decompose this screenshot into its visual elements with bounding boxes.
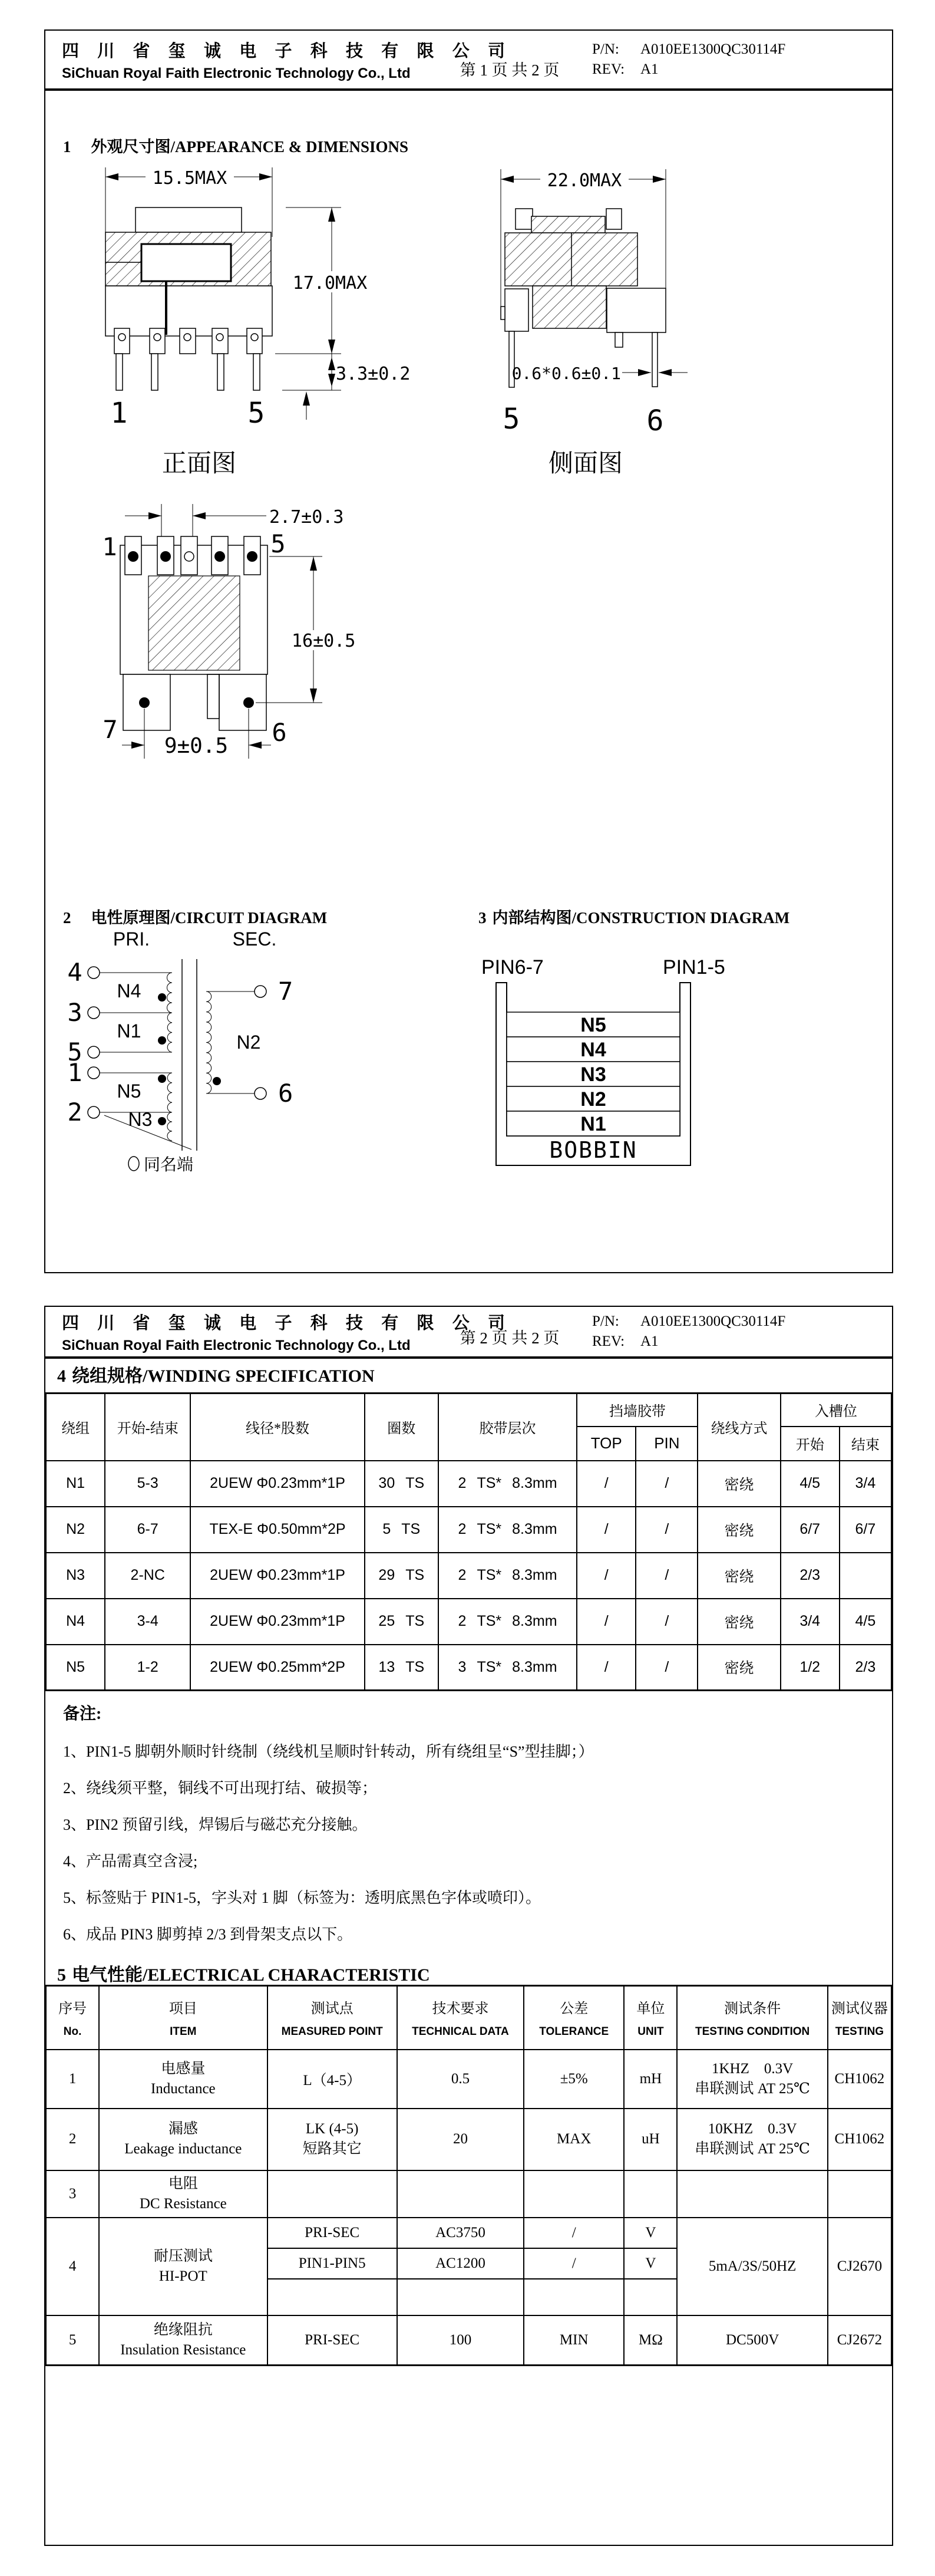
front-dim-width-label: 15.5MAX xyxy=(152,168,227,189)
cell: TEX-E Φ0.50mm*2P xyxy=(190,1507,364,1553)
bottom-pin7-label: 7 xyxy=(103,715,118,744)
section1-title xyxy=(63,134,408,157)
cell: N2 xyxy=(46,1507,105,1553)
section5-text: 电气性能/ELECTRICAL CHARACTERISTIC xyxy=(72,1965,430,1985)
ecol-data: 技术要求 TECHNICAL DATA xyxy=(397,1986,524,2050)
pin3-label: 3 xyxy=(67,998,82,1027)
cell: 密绕 xyxy=(698,1599,780,1645)
cell: 2-NC xyxy=(105,1553,190,1599)
front-dim-height-label: 17.0MAX xyxy=(292,273,368,294)
section1-text: 外观尺寸图/APPEARANCE & DIMENSIONS xyxy=(91,138,409,156)
rev-label: REV: xyxy=(592,61,625,77)
cell: 5 xyxy=(46,2315,99,2366)
layer-n1-label: N1 xyxy=(580,1113,606,1135)
cell: PRI-SEC xyxy=(267,2218,397,2248)
front-pin5-label: 5 xyxy=(247,397,265,430)
cell: 1 xyxy=(46,2050,99,2109)
notes-block xyxy=(63,1701,876,1943)
section2-number: 2 xyxy=(63,909,71,927)
note-item-2: 2、绕线须平整，铜线不可出现打结、破损等； xyxy=(63,1780,378,1797)
side-dim-pin-label: 0.6*0.6±0.1 xyxy=(511,364,621,383)
pin1-label: 1 xyxy=(67,1058,82,1087)
ecol-item: 项目 ITEM xyxy=(99,1986,267,2050)
part-info-block xyxy=(592,31,892,88)
cell: 2 TS* 8.3mm xyxy=(438,1553,577,1599)
cell: / xyxy=(577,1461,636,1507)
cell: 密绕 xyxy=(698,1461,780,1507)
pn-label: P/N: xyxy=(592,41,619,57)
section2-title xyxy=(63,905,327,928)
cell: 25 TS xyxy=(365,1599,438,1645)
front-pin1-label: 1 xyxy=(110,397,128,430)
cell: 绝缘阻抗 Insulation Resistance xyxy=(99,2315,267,2366)
cell: CH1062 xyxy=(828,2050,891,2109)
cell: 2UEW Φ0.23mm*1P xyxy=(190,1553,364,1599)
cell: 13 TS xyxy=(365,1645,438,1691)
note-item-1: 1、PIN1-5 脚朝外顺时针绕制（绕线机呈顺时针转动，所有绕组呈“S”型挂脚；） xyxy=(63,1743,594,1760)
bottom-view-drawing xyxy=(95,499,372,767)
revision-row xyxy=(592,61,892,78)
cell: 29 TS xyxy=(365,1553,438,1599)
cell: 6/7 xyxy=(781,1507,840,1553)
col-slot-end: 结束 xyxy=(840,1427,891,1461)
cell: / xyxy=(636,1507,698,1553)
front-view-caption: 正面图 xyxy=(161,449,237,477)
cell: 1/2 xyxy=(781,1645,840,1691)
cell: CH1062 xyxy=(828,2109,891,2170)
elec-row-3 xyxy=(46,2170,891,2218)
cell: / xyxy=(636,1461,698,1507)
cell: DC500V xyxy=(677,2315,827,2366)
cell xyxy=(524,2279,624,2315)
cell: L（4-5） xyxy=(267,2050,397,2109)
cell: PIN1-PIN5 xyxy=(267,2248,397,2279)
section3-number: 3 xyxy=(478,909,487,927)
cell: / xyxy=(524,2248,624,2279)
winding-row-n3 xyxy=(46,1553,891,1599)
layer-n3-label: N3 xyxy=(580,1063,606,1086)
cell: 6-7 xyxy=(105,1507,190,1553)
note-item-5: 5、标签贴于 PIN1-5，字头对 1 脚（标签为：透明底黑色字体或喷印）。 xyxy=(63,1889,541,1906)
electrical-table xyxy=(45,1985,892,2366)
bottom-pin6-label: 6 xyxy=(272,718,287,747)
elec-row-4a xyxy=(46,2218,891,2248)
section5-title xyxy=(57,1960,430,1986)
cell: N1 xyxy=(46,1461,105,1507)
winding-n5-label: N5 xyxy=(117,1081,141,1102)
cell: 3/4 xyxy=(840,1461,891,1507)
cell: 10KHZ 0.3V 串联测试 AT 25℃ xyxy=(677,2109,827,2170)
cell: 2/3 xyxy=(781,1553,840,1599)
col-method: 绕线方式 xyxy=(698,1394,780,1461)
page-indicator-2: 第 2 页 共 2 页 xyxy=(460,1329,560,1347)
construction-pin15-label: PIN1-5 xyxy=(663,956,725,979)
side-pin5-label: 5 xyxy=(503,403,520,436)
construction-pin67-label: PIN6-7 xyxy=(481,956,544,979)
cell: N5 xyxy=(46,1645,105,1691)
cell: / xyxy=(636,1553,698,1599)
cell xyxy=(267,2279,397,2315)
note-item-3: 3、PIN2 预留引线，焊锡后与磁芯充分接触。 xyxy=(63,1816,368,1833)
ecol-point: 测试点 MEASURED POINT xyxy=(267,1986,397,2050)
cell: 0.5 xyxy=(397,2050,524,2109)
cell: mH xyxy=(624,2050,677,2109)
ecol-unit: 单位 UNIT xyxy=(624,1986,677,2050)
col-wall-pin: PIN xyxy=(636,1427,698,1461)
layer-n4-label: N4 xyxy=(580,1039,606,1061)
pin6-label: 6 xyxy=(278,1079,293,1108)
cell: 2 TS* 8.3mm xyxy=(438,1599,577,1645)
cell: / xyxy=(577,1553,636,1599)
revision-row-2 xyxy=(592,1333,892,1350)
section2-text: 电性原理图/CIRCUIT DIAGRAM xyxy=(91,909,328,927)
section4-number: 4 xyxy=(57,1366,66,1386)
side-body xyxy=(501,209,666,387)
pin2-label: 2 xyxy=(67,1098,82,1126)
bottom-dim-height-label: 16±0.5 xyxy=(292,631,356,651)
cell: 2 xyxy=(46,2109,99,2170)
cell: 3 xyxy=(46,2170,99,2218)
winding-n2-label: N2 xyxy=(236,1032,261,1053)
cell: 100 xyxy=(397,2315,524,2366)
cell: / xyxy=(577,1645,636,1691)
cell: 5mA/3S/50HZ xyxy=(677,2218,827,2315)
ecol-inst: 测试仪器 TESTING xyxy=(828,1986,891,2050)
note-item-4: 4、产品需真空含浸; xyxy=(63,1853,198,1870)
cell xyxy=(524,2170,624,2218)
front-dim-pin-length xyxy=(282,354,410,420)
cell: / xyxy=(636,1599,698,1645)
cell: 电感量 Inductance xyxy=(99,2050,267,2109)
front-dim-pin-label: 3.3±0.2 xyxy=(336,364,411,384)
bottom-body xyxy=(120,536,267,730)
cell xyxy=(397,2279,524,2315)
cell: / xyxy=(524,2218,624,2248)
side-view-caption: 侧面图 xyxy=(548,449,623,477)
pin7-label: 7 xyxy=(278,977,293,1006)
winding-n1-label: N1 xyxy=(117,1020,141,1042)
bobbin-label: BOBBIN xyxy=(549,1137,637,1163)
notes-title: 备注: xyxy=(63,1705,102,1723)
winding-row-n1 xyxy=(46,1461,891,1507)
front-dim-height xyxy=(275,207,378,354)
cell: ±5% xyxy=(524,2050,624,2109)
cell: 3/4 xyxy=(781,1599,840,1645)
col-winding: 绕组 xyxy=(46,1394,105,1461)
cell: MΩ xyxy=(624,2315,677,2366)
cell: 4/5 xyxy=(781,1461,840,1507)
section4-title xyxy=(57,1361,375,1387)
construction-diagram xyxy=(473,944,738,1180)
cell: 5-3 xyxy=(105,1461,190,1507)
pn-label-2: P/N: xyxy=(592,1313,619,1329)
page2-header xyxy=(45,1307,892,1359)
page1-header xyxy=(45,31,892,91)
cell: 耐压测试 HI-POT xyxy=(99,2218,267,2315)
core-lines xyxy=(182,959,197,1151)
section3-text: 内部结构图/CONSTRUCTION DIAGRAM xyxy=(492,909,790,927)
cell: 2UEW Φ0.23mm*1P xyxy=(190,1461,364,1507)
col-turns: 圈数 xyxy=(365,1394,438,1461)
company-name-en-2: SiChuan Royal Faith Electronic Technology Co., Ltd xyxy=(62,1337,411,1353)
col-wall-tape: 挡墙胶带 xyxy=(577,1394,698,1427)
cell: 密绕 xyxy=(698,1553,780,1599)
cell: N4 xyxy=(46,1599,105,1645)
cell: 20 xyxy=(397,2109,524,2170)
cell: CJ2672 xyxy=(828,2315,891,2366)
cell: MAX xyxy=(524,2109,624,2170)
layer-n2-label: N2 xyxy=(580,1088,606,1111)
elec-row-2 xyxy=(46,2109,891,2170)
part-number-row-2 xyxy=(592,1313,892,1330)
note-item-6: 6、成品 PIN3 脚剪掉 2/3 到骨架支点以下。 xyxy=(63,1926,353,1943)
winding-row-n5 xyxy=(46,1645,891,1691)
cell: 4 xyxy=(46,2218,99,2315)
bottom-pin1-label: 1 xyxy=(102,532,117,561)
sec-label: SEC. xyxy=(232,928,277,950)
cell: / xyxy=(636,1645,698,1691)
cell: LK (4-5) 短路其它 xyxy=(267,2109,397,2170)
side-dim-width-label: 22.0MAX xyxy=(547,170,622,191)
elec-row-5 xyxy=(46,2315,891,2366)
elec-row-1 xyxy=(46,2050,891,2109)
winding-n4-label: N4 xyxy=(117,980,141,1002)
cell: 密绕 xyxy=(698,1507,780,1553)
cell: 3-4 xyxy=(105,1599,190,1645)
winding-n3-label: N3 xyxy=(128,1109,153,1130)
cell: 30 TS xyxy=(365,1461,438,1507)
cell xyxy=(624,2279,677,2315)
cell: 1-2 xyxy=(105,1645,190,1691)
cell xyxy=(267,2170,397,2218)
col-tape: 胶带层次 xyxy=(438,1394,577,1461)
cell: AC1200 xyxy=(397,2248,524,2279)
cell xyxy=(397,2170,524,2218)
cell: uH xyxy=(624,2109,677,2170)
cell xyxy=(624,2170,677,2218)
bottom-pin5-label: 5 xyxy=(270,529,286,558)
datasheet-page-2 xyxy=(44,1306,893,2546)
rev-value: A1 xyxy=(640,61,659,77)
bottom-dim-height xyxy=(256,556,371,703)
cell xyxy=(828,2170,891,2218)
cell: 1KHZ 0.3V 串联测试 AT 25℃ xyxy=(677,2050,827,2109)
col-slot-start: 开始 xyxy=(781,1427,840,1461)
ecol-cond: 测试条件 TESTING CONDITION xyxy=(677,1986,827,2050)
col-range: 开始-结束 xyxy=(105,1394,190,1461)
cell xyxy=(840,1553,891,1599)
section4-text: 绕组规格/WINDING SPECIFICATION xyxy=(72,1366,375,1386)
polarity-legend-label: 同名端 xyxy=(144,1155,194,1174)
cell: 4/5 xyxy=(840,1599,891,1645)
rev-value-2: A1 xyxy=(640,1333,659,1349)
cell: / xyxy=(577,1507,636,1553)
cell: MIN xyxy=(524,2315,624,2366)
cell: 2 TS* 8.3mm xyxy=(438,1461,577,1507)
col-wall-top: TOP xyxy=(577,1427,636,1461)
winding-row-n4 xyxy=(46,1599,891,1645)
col-wire: 线径*股数 xyxy=(190,1394,364,1461)
section1-number: 1 xyxy=(63,138,71,156)
side-view-drawing xyxy=(484,160,738,496)
cell: 密绕 xyxy=(698,1645,780,1691)
pn-value-2: A010EE1300QC30114F xyxy=(640,1313,786,1329)
part-info-block-2 xyxy=(592,1307,892,1356)
cell: V xyxy=(624,2248,677,2279)
winding-layers xyxy=(507,1012,680,1136)
cell: / xyxy=(577,1599,636,1645)
cell: 3 TS* 8.3mm xyxy=(438,1645,577,1691)
cell: PRI-SEC xyxy=(267,2315,397,2366)
section5-number: 5 xyxy=(57,1965,66,1985)
cell xyxy=(677,2170,827,2218)
company-name-en: SiChuan Royal Faith Electronic Technology Co., Ltd xyxy=(62,65,411,81)
ecol-tol: 公差 TOLERANCE xyxy=(524,1986,624,2050)
front-view-drawing xyxy=(90,160,414,496)
pn-value: A010EE1300QC30114F xyxy=(640,41,786,57)
pri-label: PRI. xyxy=(113,928,150,950)
pin5-label: 5 xyxy=(67,1037,82,1066)
col-slot: 入槽位 xyxy=(781,1394,891,1427)
page-indicator: 第 1 页 共 2 页 xyxy=(460,61,560,79)
cell: 2UEW Φ0.25mm*2P xyxy=(190,1645,364,1691)
bottom-dim-pitch-label: 2.7±0.3 xyxy=(269,507,344,528)
circuit-diagram xyxy=(60,927,343,1186)
cell: 2/3 xyxy=(840,1645,891,1691)
cell: 2UEW Φ0.23mm*1P xyxy=(190,1599,364,1645)
bottom-dim-width-label: 9±0.5 xyxy=(164,734,229,758)
cell: 5 TS xyxy=(365,1507,438,1553)
layer-n5-label: N5 xyxy=(580,1014,606,1036)
polarity-legend xyxy=(128,1155,193,1174)
winding-row-n2 xyxy=(46,1507,891,1553)
side-dim-pin xyxy=(512,364,688,383)
cell: V xyxy=(624,2218,677,2248)
cell: AC3750 xyxy=(397,2218,524,2248)
ecol-no: 序号 No. xyxy=(46,1986,99,2050)
datasheet-page-1 xyxy=(44,29,893,1273)
section3-title xyxy=(478,905,789,928)
front-body xyxy=(105,207,272,390)
cell: 6/7 xyxy=(840,1507,891,1553)
cell: 漏感 Leakage inductance xyxy=(99,2109,267,2170)
winding-spec-table xyxy=(45,1392,892,1691)
side-pin6-label: 6 xyxy=(646,404,664,437)
cell: 2 TS* 8.3mm xyxy=(438,1507,577,1553)
rev-label-2: REV: xyxy=(592,1333,625,1349)
cell: N3 xyxy=(46,1553,105,1599)
company-name-cn-2: 四 川 省 玺 诚 电 子 科 技 有 限 公 司 xyxy=(62,1313,513,1333)
part-number-row xyxy=(592,41,892,58)
bottom-dim-width xyxy=(122,709,271,759)
pin4-label: 4 xyxy=(67,958,82,987)
cell: 电阻 DC Resistance xyxy=(99,2170,267,2218)
company-name-cn: 四 川 省 玺 诚 电 子 科 技 有 限 公 司 xyxy=(62,41,513,61)
cell: CJ2670 xyxy=(828,2218,891,2315)
